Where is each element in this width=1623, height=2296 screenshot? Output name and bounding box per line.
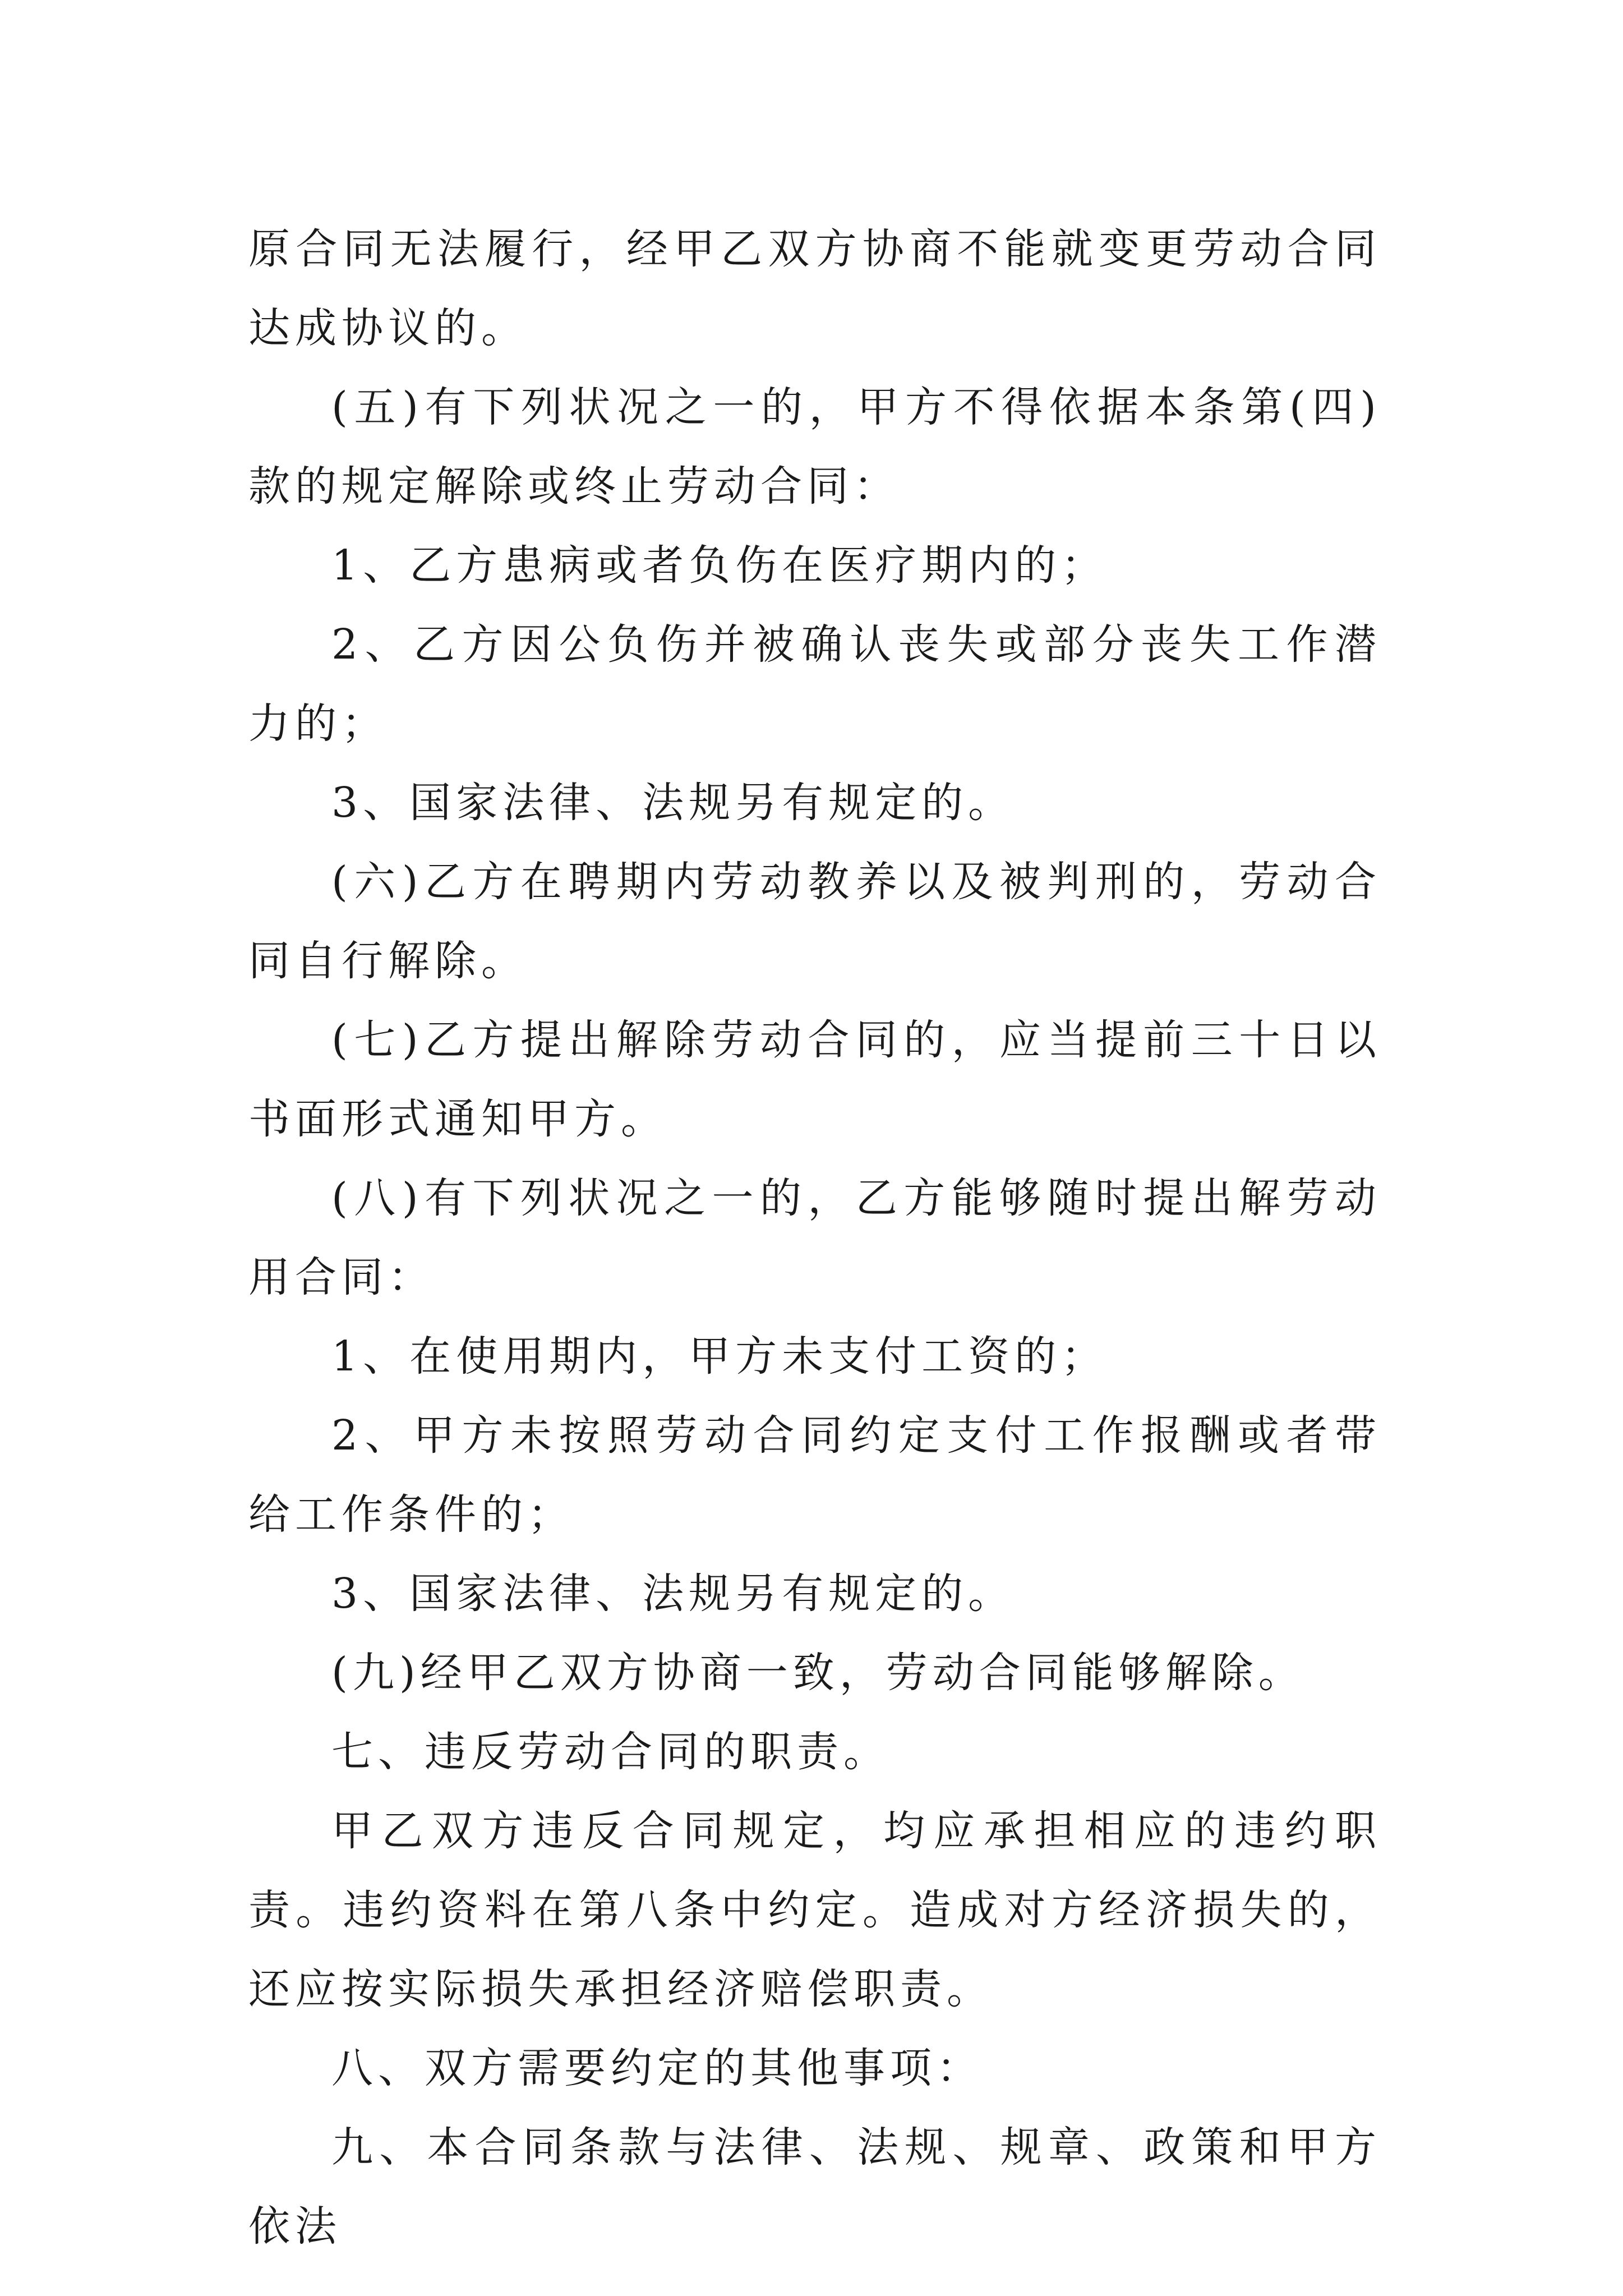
paragraph-clause-6: (六)乙方在聘期内劳动教养以及被判刑的，劳动合同自行解除。 <box>248 858 1381 985</box>
section-heading-7: 七、违反劳动合同的职责。 <box>331 1728 890 1776</box>
section-heading-8: 八、双方需要约定的其他事项： <box>331 2044 983 2092</box>
section-heading-9: 九、本合同条款与法律、法规、规章、政策和甲方依法 <box>248 2123 1381 2251</box>
paragraph-clause-8-item-1: 1、在使用期内，甲方未支付工资的； <box>331 1332 1108 1381</box>
paragraph-clause-5: (五)有下列状况之一的，甲方不得依据本条第(四)款的规定解除或终止劳动合同： <box>248 383 1381 510</box>
paragraph-continuation: 原合同无法履行，经甲乙双方协商不能就变更劳动合同达成协议的。 <box>248 225 1381 352</box>
paragraph-clause-5-item-2: 2、乙方因公负伤并被确认丧失或部分丧失工作潜力的； <box>248 620 1381 748</box>
paragraph-clause-8: (八)有下列状况之一的，乙方能够随时提出解劳动用合同： <box>248 1174 1381 1301</box>
paragraph-clause-9: (九)经甲乙双方协商一致，劳动合同能够解除。 <box>331 1649 1305 1697</box>
paragraph-clause-7: (七)乙方提出解除劳动合同的，应当提前三十日以书面形式通知甲方。 <box>248 1016 1381 1143</box>
paragraph-clause-8-item-2: 2、甲方未按照劳动合同约定支付工作报酬或者带给工作条件的； <box>248 1411 1381 1539</box>
paragraph-clause-5-item-3: 3、国家法律、法规另有规定的。 <box>331 779 1015 827</box>
document-body <box>248 210 1381 2266</box>
paragraph-section-7-body: 甲乙双方违反合同规定，均应承担相应的违约职责。违约资料在第八条中约定。造成对方经济损失的，还应按实际损失承担经济赔偿职责。 <box>248 1807 1381 2013</box>
paragraph-clause-8-item-3: 3、国家法律、法规另有规定的。 <box>331 1570 1015 1618</box>
paragraph-clause-5-item-1: 1、乙方患病或者负伤在医疗期内的； <box>331 541 1108 590</box>
